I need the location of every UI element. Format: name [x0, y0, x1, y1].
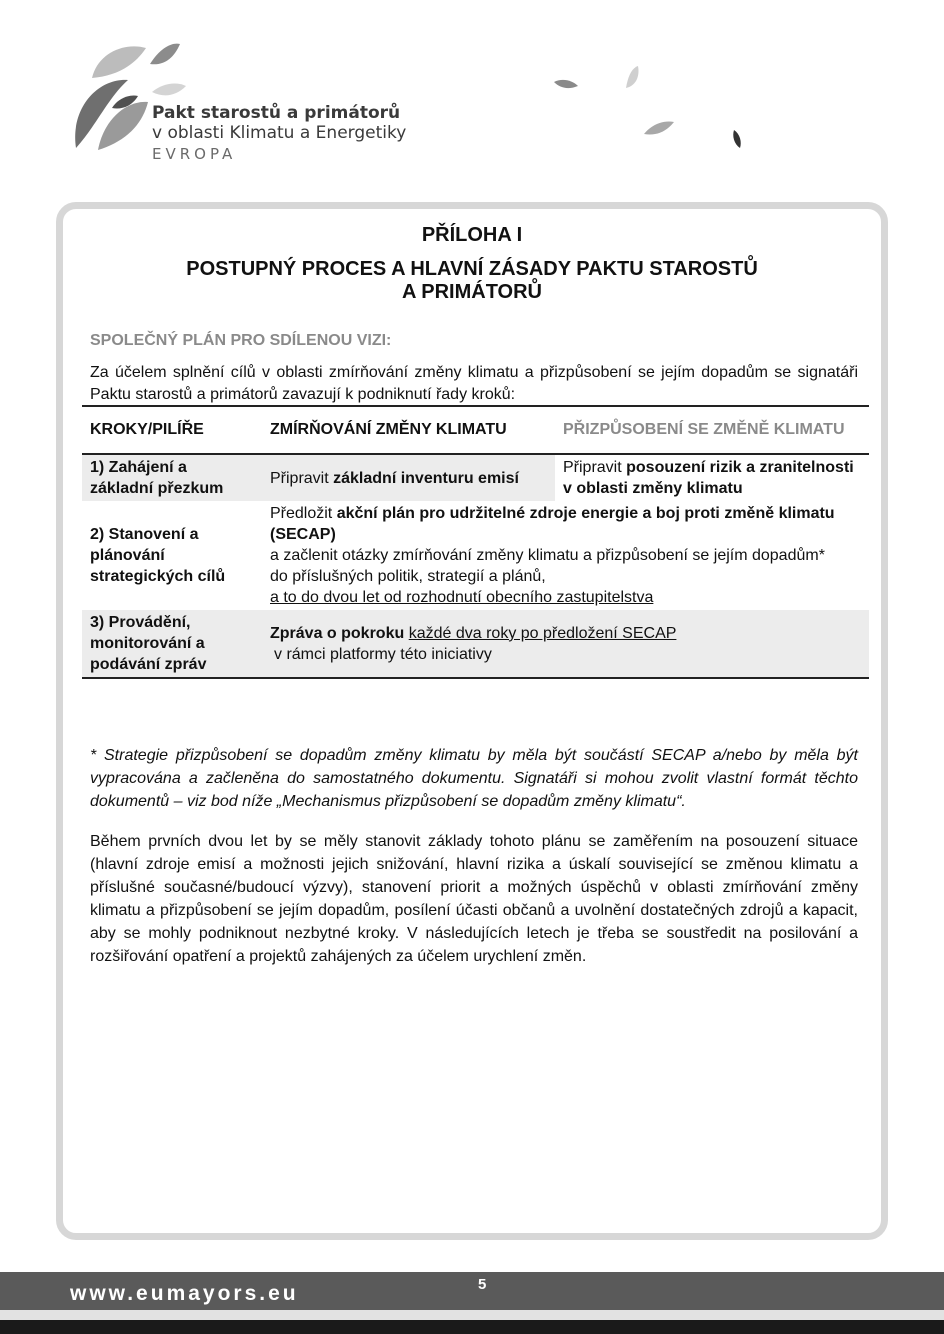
table-row: [82, 454, 869, 501]
footer-bottom-bar: [0, 1320, 944, 1334]
step-cell: 2) Stanovení a plánování strategických cílů: [90, 526, 226, 585]
document-title-line-2: A PRIMÁTORŮ: [402, 281, 542, 303]
document-title: [0, 258, 944, 304]
adaptation-cell: [555, 454, 869, 501]
annex-title: PŘÍLOHA I: [421, 224, 523, 246]
section-heading: SPOLEČNÝ PLÁN PRO SDÍLENOU VIZI:: [90, 332, 392, 349]
website-link[interactable]: www.eumayors.eu: [70, 1282, 299, 1305]
body-paragraph: Během prvních dvou let by se měly stanovit základy tohoto plánu se zaměřením na posouzení situace (hlavní zdroje emisí a možnosti jejich snižování, hlavní rizika a úskalí související se změnou klimatu a příslušné současné/budoucí výzvy), stanovení priorit a možných úspěchů v oblasti zmírňování změny klimatu a přizpůsobení se jejím dopadům, posílení účasti občanů a uvolnění dostatečných zdrojů a kapacit, aby se mohly podniknout nezbytné kroky. V následujících letech je třeba se soustředit na posilování a rozšiřování opatření a projektů zahájených za účelem urychlení změn.: [90, 833, 858, 965]
step-cell: 3) Provádění, monitorování a podávání zpráv: [90, 614, 207, 673]
report-frequency-text: každé dva roky po předložení SECAP: [408, 624, 677, 642]
content-frame: [56, 202, 888, 1240]
intro-paragraph: Za účelem splnění cílů v oblasti zmírňování změny klimatu a přizpůsobení se jejím dopadům se signatáři Paktu starostů a primátorů zavazují k podniknutí řady kroků:: [90, 364, 858, 403]
steps-table: [82, 405, 869, 679]
mitigation-text: Připravit: [270, 469, 334, 487]
mitigation-bold-text: základní inventuru emisí: [333, 469, 519, 487]
combined-cell: [262, 610, 869, 678]
report-line: [270, 623, 861, 644]
secap-prefix: Předložit: [270, 505, 337, 522]
secap-bold-text: akční plán pro udržitelné zdroje energie a boj proti změně klimatu (SECAP): [270, 505, 835, 543]
page-number: 5: [478, 1276, 487, 1293]
platform-line: v rámci platformy této iniciativy: [274, 645, 492, 663]
integrate-line: a začlenit otázky zmírňování změny klimatu a přizpůsobení se jejím dopadům*: [270, 547, 825, 564]
header-mitigation: ZMÍRŇOVÁNÍ ZMĚNY KLIMATU: [270, 421, 507, 438]
policies-line: do příslušných politik, strategií a plánů,: [270, 568, 546, 585]
logo-wordmark: [152, 104, 406, 163]
secap-line: [270, 503, 861, 545]
adaptation-bold-text: posouzení rizik a zranitelnosti v oblasti změny klimatu: [563, 459, 854, 497]
footer-strip: [0, 1310, 944, 1320]
deadline-line: a to do dvou let od rozhodnutí obecního zastupitelstva: [270, 589, 654, 606]
header-adaptation: PŘIZPŮSOBENÍ SE ZMĚNĚ KLIMATU: [563, 421, 845, 438]
footnote: * Strategie přizpůsobení se dopadům změny klimatu by měla být součástí SECAP a/nebo by měla být vypracována a začleněna do samostatného dokumentu. Signatáři si mohou zvolit vlastní formát těchto dokumentů – viz bod níže „Mechanismus přizpůsobení se dopadům změny klimatu“.: [90, 747, 858, 810]
logo-line-3: EVROPA: [152, 145, 237, 164]
report-bold-text: Zpráva o pokroku: [270, 624, 405, 642]
combined-cell: [262, 501, 869, 610]
logo-line-2: v oblasti Klimatu a Energetiky: [152, 122, 407, 143]
table-row: [82, 610, 869, 678]
table-header-row: [82, 406, 869, 454]
logo-line-1: Pakt starostů a primátorů: [152, 103, 401, 123]
mitigation-cell: [262, 454, 555, 501]
header-steps: KROKY/PILÍŘE: [90, 421, 204, 438]
decorative-leaves-graphic: [548, 62, 748, 154]
document-title-line-1: POSTUPNÝ PROCES A HLAVNÍ ZÁSADY PAKTU STAROSTŮ: [186, 258, 758, 280]
table-row: [82, 501, 869, 610]
adaptation-text: Připravit: [563, 459, 627, 476]
step-cell: 1) Zahájení a základní přezkum: [90, 459, 224, 497]
